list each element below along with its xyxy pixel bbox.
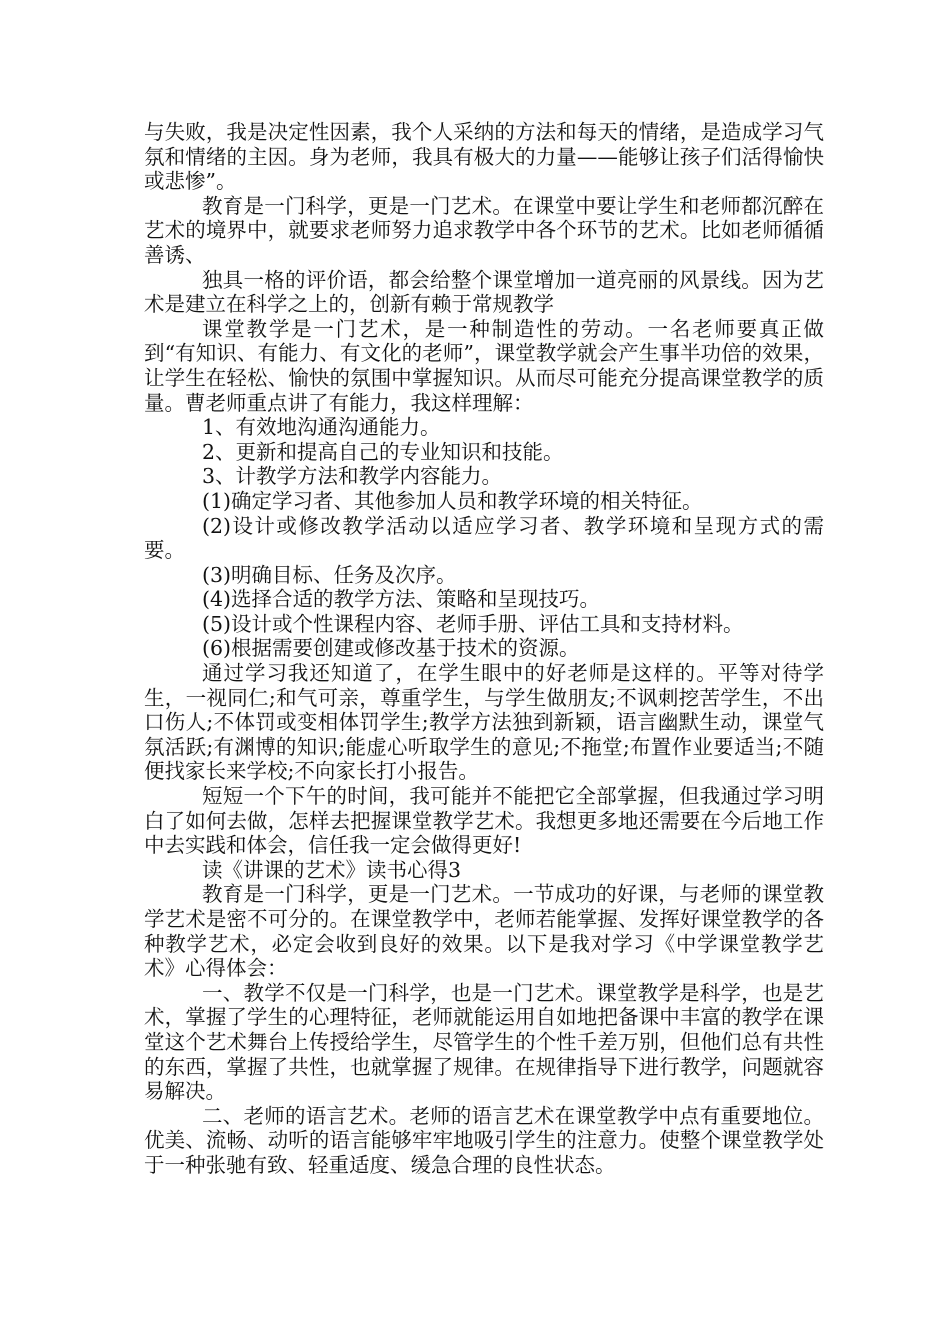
paragraph: 与失败，我是决定性因素，我个人采纳的方法和每天的情绪，是造成学习气氛和情绪的主因。身为老师，我具有极大的力量——能够让孩子们活得愉快或悲惨”。 [144,120,824,194]
list-item: 3、计教学方法和教学内容能力。 [202,464,503,489]
list-item: 2、更新和提高自己的专业知识和技能。 [202,439,564,464]
sub-list-item: (2)设计或修改教学活动以适应学习者、教学环境和呈现方式的需要。 [144,513,824,563]
list-item: 1、有效地沟通沟通能力。 [202,415,441,440]
sub-list-item: (3)明确目标、任务及次序。 [202,562,457,587]
sub-list-item: (1)确定学习者、其他参加人员和教学环境的相关特征。 [202,488,703,513]
paragraph: 通过学习我还知道了，在学生眼中的好老师是这样的。平等对待学生，一视同仁;和气可亲，尊重学生，与学生做朋友;不讽刺挖苦学生，不出口伤人;不体罚或变相体罚学生;教学方法独到新颖，语言幽默生动，课堂气氛活跃;有渊博的知识;能虚心听取学生的意见;不拖堂;布置作业要适当;不随便找家长来学校;不向家长打小报告。 [144,661,824,784]
paragraph: 一、教学不仅是一门科学，也是一门艺术。课堂教学是科学，也是艺术，掌握了学生的心理特征，老师就能运用自如地把备课中丰富的教学在课堂这个艺术舞台上传授给学生，尽管学生的个性千差万别，但他们总有共性的东西，掌握了共性，也就掌握了规律。在规律指导下进行教学，问题就容易解决。 [144,980,824,1104]
sub-list-item: (6)根据需要创建或修改基于技术的资源。 [202,636,580,661]
paragraph: 课堂教学是一门艺术，是一种制造性的劳动。一名老师要真正做到“有知识、有能力、有文化的老师”，课堂教学就会产生事半功倍的效果，让学生在轻松、愉快的氛围中掌握知识。从而尽可能充分提高课堂教学的质量。曹老师重点讲了有能力，我这样理解： [144,316,824,415]
paragraph: 短短一个下午的时间，我可能并不能把它全部掌握，但我通过学习明白了如何去做，怎样去把握课堂教学艺术。我想更多地还需要在今后地工作中去实践和体会，信任我一定会做得更好! [144,784,824,858]
sub-list-item: (4)选择合适的教学方法、策略和呈现技巧。 [202,587,601,612]
paragraph: 教育是一门科学，更是一门艺术。一节成功的好课，与老师的课堂教学艺术是密不可分的。在课堂教学中，老师若能掌握、发挥好课堂教学的各种教学艺术，必定会收到良好的效果。以下是我对学习《中学课堂教学艺术》心得体会： [144,882,824,981]
paragraph: 二、老师的语言艺术。老师的语言艺术在课堂教学中点有重要地位。优美、流畅、动听的语言能够牢牢地吸引学生的注意力。使整个课堂教学处于一种张驰有致、轻重适度、缓急合理的良性状态。 [144,1103,824,1177]
paragraph: 独具一格的评价语，都会给整个课堂增加一道亮丽的风景线。因为艺术是建立在科学之上的，创新有赖于常规教学 [144,267,824,317]
sub-list-item: (5)设计或个性课程内容、老师手册、评估工具和支持材料。 [202,611,744,636]
section-heading: 读《讲课的艺术》读书心得3 [202,857,462,882]
document-page [144,120,824,1178]
paragraph: 教育是一门科学，更是一门艺术。在课堂中要让学生和老师都沉醉在艺术的境界中，就要求老师努力追求教学中各个环节的艺术。比如老师循循善诱、 [144,193,824,267]
